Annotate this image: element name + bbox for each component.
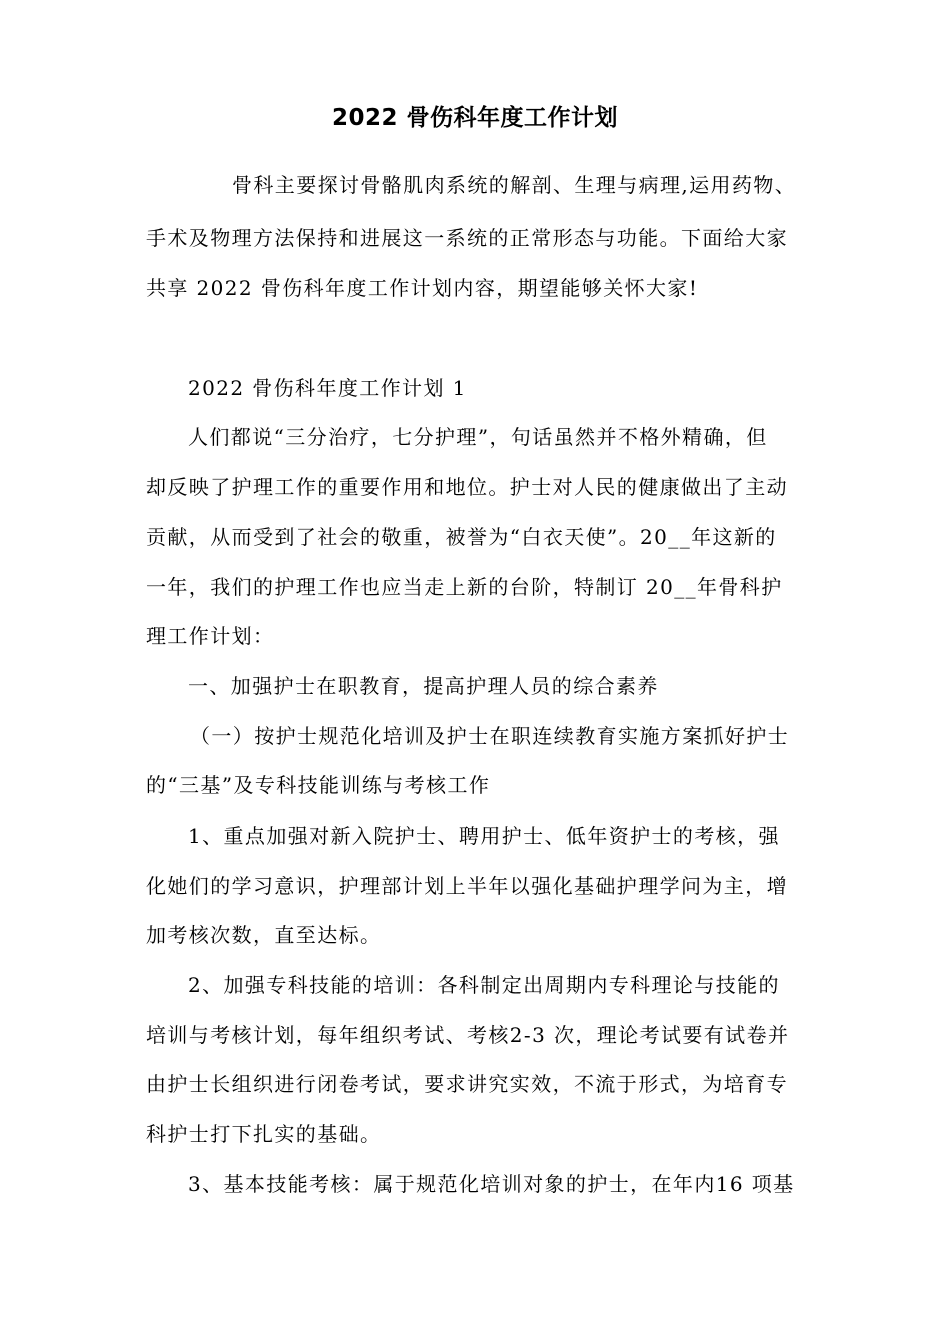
heading-1: 一、加强护士在职教育，提高护理人员的综合素养 [188, 674, 659, 698]
item1-line-3: 加考核次数，直至达标。 [146, 923, 382, 947]
para1-line-1: 人们都说“三分治疗，七分护理”，句话虽然并不格外精确，但 [188, 425, 768, 449]
sub1-line-2: 的“三基”及专科技能训练与考核工作 [146, 773, 491, 797]
item1-line-2: 化她们的学习意识，护理部计划上半年以强化基础护理学问为主，增 [146, 874, 788, 898]
intro-line-3: 共享 2022 骨伤科年度工作计划内容，期望能够关怀大家! [146, 276, 699, 300]
document-title: 2022 骨伤科年度工作计划 [331, 105, 619, 131]
sub1-line-1: （一）按护士规范化培训及护士在职连续教育实施方案抓好护士 [190, 724, 790, 748]
section-heading: 2022 骨伤科年度工作计划 1 [188, 376, 467, 400]
item1-line-1: 1、重点加强对新入院护士、聘用护士、低年资护士的考核，强 [188, 824, 780, 848]
para1-line-5: 理工作计划： [146, 624, 275, 648]
para1-line-2: 却反映了护理工作的重要作用和地位。护士对人民的健康做出了主动 [146, 475, 788, 499]
item2-line-2: 培训与考核计划，每年组织考试、考核2-3 次，理论考试要有试卷并 [146, 1023, 790, 1047]
item2-line-1: 2、加强专科技能的培训：各科制定出周期内专科理论与技能的 [188, 973, 780, 997]
item2-line-4: 科护士打下扎实的基础。 [146, 1122, 382, 1146]
intro-line-2: 手术及物理方法保持和进展这一系统的正常形态与功能。下面给大家 [146, 226, 788, 250]
para1-line-4: 一年，我们的护理工作也应当走上新的台阶，特制订 20__年骨科护 [146, 575, 783, 599]
item3-line-1: 3、基本技能考核：属于规范化培训对象的护士，在年内16 项基 [188, 1172, 795, 1196]
intro-line-1: 骨科主要探讨骨骼肌肉系统的解剖、生理与病理,运用药物、 [232, 173, 797, 197]
para1-line-3: 贡献，从而受到了社会的敬重，被誉为“白衣天使”。20__年这新的 [146, 525, 777, 549]
item2-line-3: 由护士长组织进行闭卷考试，要求讲究实效，不流于形式，为培育专 [146, 1072, 788, 1096]
